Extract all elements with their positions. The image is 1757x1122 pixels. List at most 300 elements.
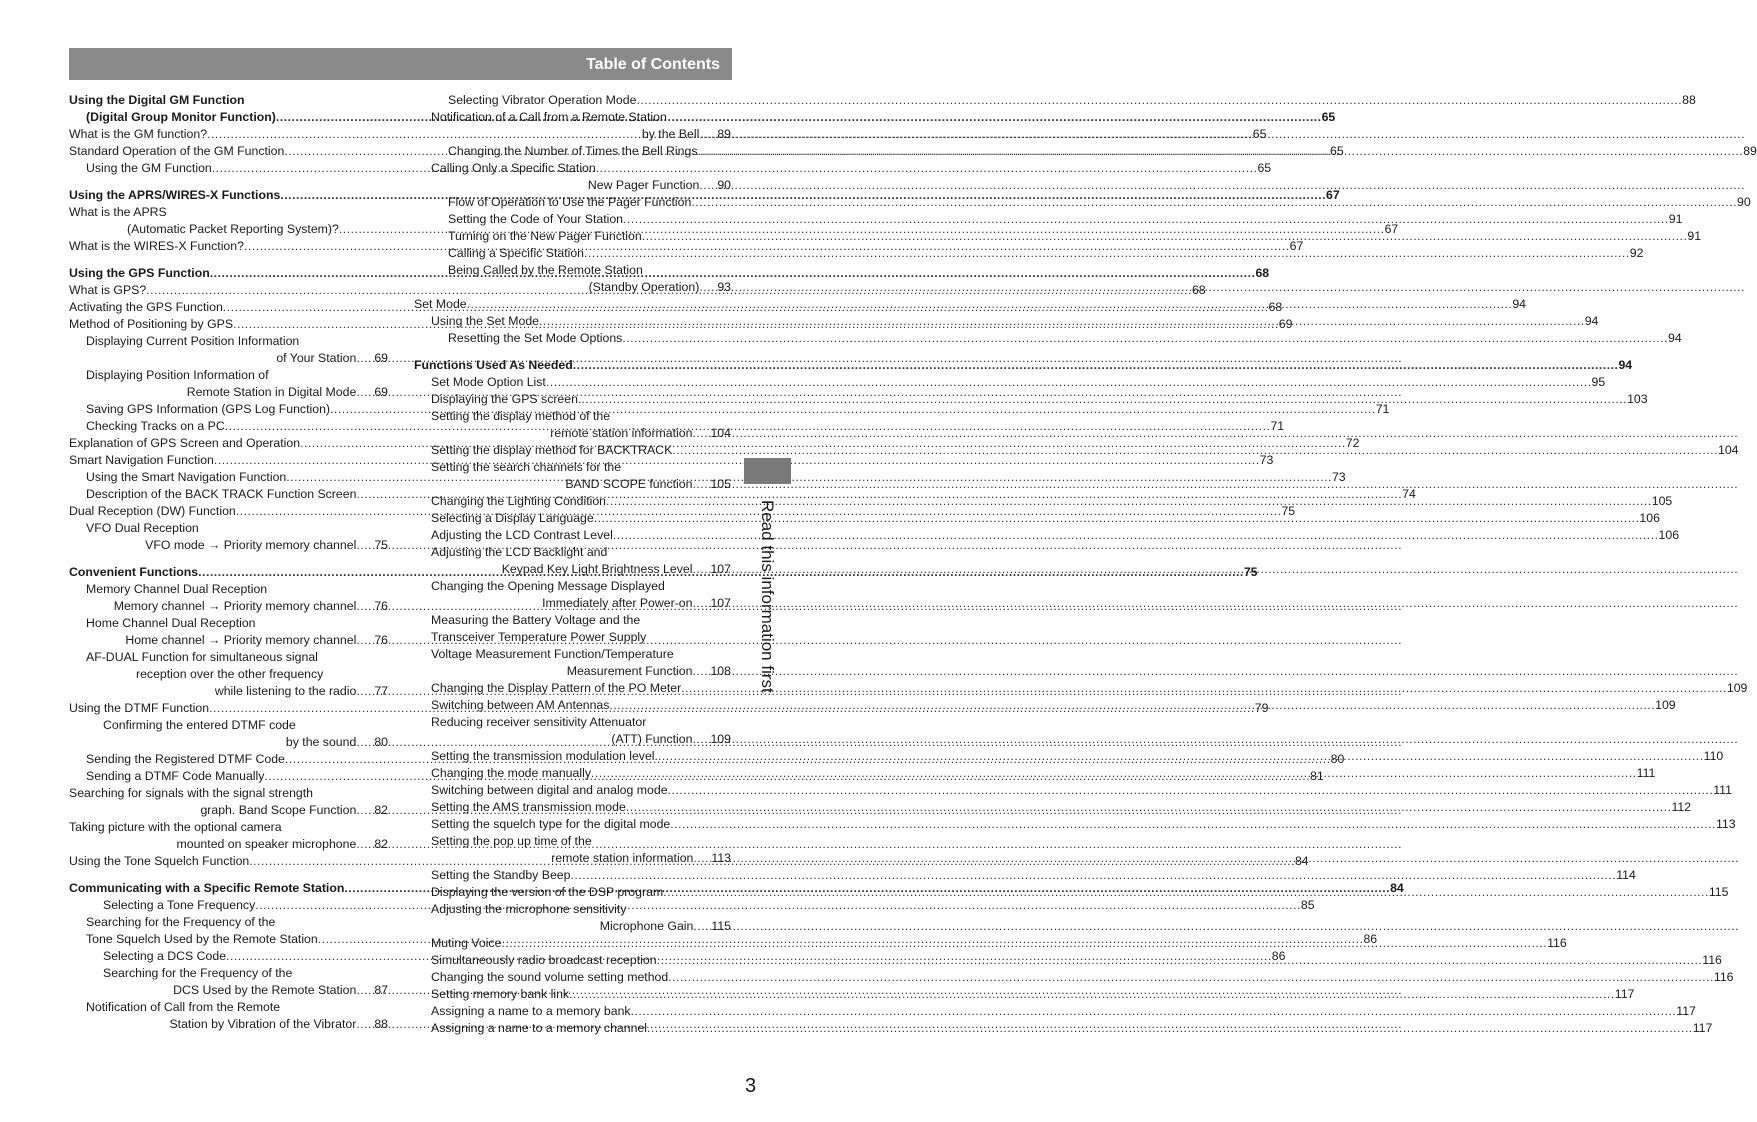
toc-entry-title: Setting the display method for BACKTRACK: [431, 443, 673, 457]
dot-leader: [692, 476, 710, 493]
toc-page-number: 79: [1254, 701, 1269, 715]
dot-leader: [539, 313, 1585, 330]
toc-page-number: 76: [374, 633, 388, 647]
toc-page-number: 116: [1702, 953, 1722, 967]
toc-heading-line[interactable]: [69, 819, 388, 836]
toc-heading-line[interactable]: [69, 649, 388, 666]
dot-leader: [501, 935, 1547, 952]
toc-heading-line[interactable]: [414, 578, 731, 595]
toc-page-number: 94: [1618, 358, 1633, 372]
dot-leader: [591, 765, 1637, 782]
toc-entry-title: Setting the display method of the: [431, 409, 611, 423]
toc-entry-title: Setting memory bank link: [431, 987, 570, 1001]
toc-page-number: 65: [1252, 127, 1267, 141]
toc-page-number: 67: [1289, 239, 1304, 253]
toc-page-number: 111: [1713, 783, 1732, 797]
toc-entry-title: remote station information: [551, 851, 694, 865]
dot-leader: [692, 663, 710, 680]
toc-heading-line[interactable]: [414, 459, 731, 476]
toc-page-number: 91: [1687, 229, 1702, 243]
toc-spacer: [69, 255, 388, 265]
toc-entry[interactable]: [414, 680, 1748, 697]
toc-entry[interactable]: [414, 969, 1734, 986]
toc-entry-title: mounted on speaker microphone: [176, 837, 357, 851]
toc-entry-title: What is the GM function?: [69, 127, 208, 141]
dot-leader: [699, 177, 717, 194]
toc-entry-title: Set Mode: [414, 297, 467, 311]
toc-entry-title: Using the DTMF Function: [69, 701, 210, 715]
toc-heading-line[interactable]: [69, 666, 388, 683]
toc-page-number: 67: [1326, 188, 1340, 202]
toc-page-number: 82: [374, 837, 388, 851]
toc-heading-line[interactable]: [414, 408, 731, 425]
toc-entry-title: Description of the BACK TRACK Function Screen: [86, 487, 357, 501]
dot-leader: [642, 228, 1688, 245]
toc-entry-title: while listening to the radio: [214, 684, 357, 698]
toc-page-number: 117: [1676, 1004, 1696, 1018]
toc-entry[interactable]: [414, 374, 1606, 391]
toc-entry[interactable]: [414, 92, 1696, 109]
toc-page-number: 111: [1636, 766, 1656, 780]
toc-spacer: [69, 554, 388, 564]
dot-leader: [657, 952, 1703, 969]
toc-entry-title: Setting the Standby Beep: [431, 868, 571, 882]
dot-leader: [212, 160, 1258, 177]
toc-page-number: 80: [374, 735, 388, 749]
toc-entry-title: What is GPS?: [69, 283, 147, 297]
toc-page-number: 117: [1692, 1021, 1713, 1035]
toc-entry-title: Keypad Key Light Brightness Level: [501, 562, 693, 576]
toc-heading-line[interactable]: [69, 965, 388, 982]
toc-entry-title: Flow of Operation to Use the Pager Function: [448, 195, 692, 209]
toc-continuation-entry[interactable]: [414, 663, 731, 680]
toc-page-number: 65: [1330, 144, 1344, 158]
toc-heading-line[interactable]: [414, 629, 731, 646]
dot-leader: [636, 92, 1682, 109]
toc-page-number: 108: [710, 664, 731, 678]
dot-leader: [570, 867, 1616, 884]
toc-entry-title: Changing the Number of Times the Bell Rings: [448, 144, 698, 158]
dot-leader: [681, 680, 1727, 697]
toc-entry-title: Memory channel → Priority memory channel: [113, 599, 357, 613]
toc-entry-title: Using the GPS Function: [69, 266, 210, 280]
toc-entry-title: Changing the Display Pattern of the PO Meter: [431, 681, 682, 695]
toc-page-number: 110: [1703, 749, 1724, 763]
toc-continuation-entry[interactable]: [414, 561, 731, 578]
dot-leader: [668, 969, 1714, 986]
toc-page-number: 84: [1390, 881, 1404, 895]
toc-continuation-entry[interactable]: [414, 918, 731, 935]
toc-entry-title: Switching between AM Antennas: [431, 698, 610, 712]
toc-entry-title: Sending the Registered DTMF Code: [86, 752, 285, 766]
toc-page-number: 109: [710, 732, 731, 746]
dot-leader: [569, 986, 1615, 1003]
toc-entry-title: by the Bell: [641, 127, 700, 141]
toc-entry-title: Changing the mode manually: [431, 766, 591, 780]
toc-continuation-entry[interactable]: [414, 731, 731, 748]
toc-page-number: 107: [710, 596, 731, 610]
dot-leader: [692, 595, 710, 612]
toc-page-number: 116: [1713, 970, 1734, 984]
toc-heading-line[interactable]: [414, 612, 731, 629]
toc-heading-line[interactable]: [69, 785, 388, 802]
toc-page-number: 103: [1627, 392, 1648, 406]
toc-entry-title: Setting the search channels for the: [431, 460, 622, 474]
toc-page-number: 113: [711, 851, 731, 865]
toc-entry-title: Measuring the Battery Voltage and the: [431, 613, 641, 627]
toc-page-number: 117: [1614, 987, 1635, 1001]
toc-entry-title: DCS Used by the Remote Station: [173, 983, 357, 997]
toc-page-number: 89: [1743, 144, 1757, 158]
toc-entry[interactable]: [414, 1003, 1696, 1020]
toc-entry[interactable]: [414, 867, 1636, 884]
toc-page-number: 106: [1639, 511, 1660, 525]
dot-leader: [647, 1020, 1693, 1037]
dot-leader: [626, 799, 1672, 816]
toc-page-number: 65: [1257, 161, 1272, 175]
toc-continuation-entry[interactable]: [414, 476, 731, 493]
toc-page-number: 91: [1668, 212, 1683, 226]
toc-entry-title: BAND SCOPE function: [565, 477, 693, 491]
toc-entry-title: Setting the transmission modulation level.: [431, 749, 658, 763]
toc-page-number: 93: [717, 280, 731, 294]
toc-entry-title: VFO mode → Priority memory channel: [145, 538, 357, 552]
toc-entry-title: Using the Smart Navigation Function: [86, 470, 287, 484]
dot-leader: [623, 211, 1669, 228]
toc-entry-title: Turning on the New Pager Function: [448, 229, 642, 243]
toc-continuation-entry[interactable]: [414, 279, 731, 296]
toc-heading-line[interactable]: [69, 333, 388, 350]
toc-entry-title: (Standby Operation): [588, 280, 700, 294]
toc-page-number: 94: [1668, 331, 1682, 345]
toc-entry[interactable]: [414, 986, 1635, 1003]
toc-continuation-entry[interactable]: [69, 598, 388, 615]
toc-continuation-entry[interactable]: [69, 632, 388, 649]
toc-entry-title: Selecting a Display Language: [431, 511, 594, 525]
toc-page-number: 75: [1243, 565, 1258, 579]
toc-page-number: 68: [1255, 266, 1270, 280]
toc-page-number: 69: [374, 385, 388, 399]
toc-continuation-entry[interactable]: [69, 734, 388, 751]
toc-heading-line[interactable]: [414, 714, 731, 731]
dot-leader: [693, 850, 711, 867]
toc-entry-title: What is the WIRES-X Function?: [69, 239, 244, 253]
toc-page-number: 76: [374, 599, 388, 613]
dot-leader: [356, 802, 374, 819]
toc-entry[interactable]: [414, 1020, 1713, 1037]
toc-entry-title: Setting the squelch type for the digital mode: [431, 817, 671, 831]
toc-entry-title: Simultaneously radio broadcast reception: [431, 953, 657, 967]
toc-entry[interactable]: [414, 527, 1680, 544]
dot-leader: [356, 683, 374, 700]
toc-entry[interactable]: [414, 391, 1648, 408]
toc-page-number: 74: [1402, 487, 1416, 501]
toc-heading-line[interactable]: [69, 717, 388, 734]
toc-page-number: 71: [1270, 419, 1285, 433]
dot-leader: [356, 598, 374, 615]
toc-heading-line[interactable]: [69, 367, 388, 384]
toc-entry-title: Activating the GPS Function: [69, 300, 223, 314]
toc-entry-title: Tone Squelch Used by the Remote Station: [86, 932, 318, 946]
toc-entry-title: Assigning a name to a memory channel: [431, 1021, 647, 1035]
dot-leader: [672, 442, 1718, 459]
toc-heading-line[interactable]: [69, 999, 388, 1016]
toc-entry-title: Microphone Gain: [599, 919, 694, 933]
toc-entry-title: Displaying the version of the DSP program: [431, 885, 664, 899]
toc-entry-title: (ATT) Function: [611, 732, 693, 746]
toc-entry[interactable]: [414, 782, 1732, 799]
toc-page-number: 113: [1715, 817, 1736, 831]
toc-entry-title: Using the Tone Squelch Function: [69, 854, 250, 868]
toc-entry-title: (Digital Group Monitor Function): [86, 110, 276, 124]
toc-entry-title: Using the GM Function: [86, 161, 212, 175]
toc-heading-line[interactable]: [414, 109, 731, 126]
toc-entry-title: Checking Tracks on a PC: [86, 419, 225, 433]
toc-entry-title: Muting Voice: [431, 936, 502, 950]
toc-page-number: 82: [374, 803, 388, 817]
dot-leader: [356, 384, 374, 401]
toc-entry-title: Selecting Vibrator Operation Mode: [448, 93, 637, 107]
toc-entry-title: What is the APRS: [69, 205, 167, 219]
toc-page-number: 69: [1278, 317, 1293, 331]
toc-entry-title: remote station information: [550, 426, 693, 440]
toc-entry-title: Set Mode Option List: [431, 375, 546, 389]
toc-entry-title: Displaying the GPS screen.: [431, 392, 582, 406]
toc-entry-title: Using the APRS/WIRES-X Functions: [69, 188, 281, 202]
dot-leader: [584, 245, 1630, 262]
toc-entry-title: (Automatic Packet Reporting System)?: [127, 222, 339, 236]
toc-entry-title: Remote Station in Digital Mode: [186, 385, 357, 399]
toc-continuation-entry[interactable]: [69, 384, 388, 401]
toc-heading-line[interactable]: [414, 262, 731, 279]
dot-leader: [663, 884, 1709, 901]
toc-entry-title: Station by Vibration of the Vibrator: [169, 1017, 357, 1031]
toc-continuation-entry[interactable]: [414, 595, 731, 612]
toc-page-number: 80: [1330, 752, 1345, 766]
toc-heading-line[interactable]: [414, 646, 731, 663]
toc-page-number: 72: [1345, 436, 1360, 450]
toc-continuation-entry[interactable]: [69, 537, 388, 554]
dot-leader: [658, 748, 1704, 765]
dot-leader: [546, 374, 1592, 391]
toc-page-number: 89: [717, 127, 731, 141]
toc-continuation-entry[interactable]: [69, 836, 388, 853]
toc-page-number: 73: [1259, 453, 1274, 467]
toc-entry-title: Smart Navigation Function: [69, 453, 214, 467]
dot-leader: [573, 357, 1619, 374]
toc-page-number: 105: [1651, 494, 1673, 508]
toc-page-number: 86: [1271, 949, 1286, 963]
toc-entry-title: Displaying Position Information of: [86, 368, 269, 382]
toc-page-number: 109: [1655, 698, 1676, 712]
toc-entry[interactable]: [414, 357, 1633, 374]
dot-leader: [467, 296, 1513, 313]
toc-entry-title: Using the Digital GM Function: [69, 93, 245, 107]
toc-page-number: 68: [1191, 283, 1206, 297]
toc-entry[interactable]: [414, 211, 1683, 228]
toc-page-number: 92: [1629, 246, 1644, 260]
toc-page-number: 109: [1726, 681, 1748, 695]
toc-entry-title: Taking picture with the optional camera: [69, 820, 282, 834]
toc-entry-title: Explanation of GPS Screen and Operation: [69, 436, 301, 450]
toc-continuation-entry[interactable]: [69, 683, 388, 700]
toc-page-number: 87: [374, 983, 388, 997]
toc-page-number: 116: [1547, 936, 1567, 950]
toc-entry-title: Reducing receiver sensitivity Attenuator: [431, 715, 647, 729]
toc-heading-line[interactable]: [414, 901, 731, 918]
toc-entry-title: Changing the sound volume setting method: [431, 970, 669, 984]
toc-entry-title: Searching for the Frequency of the: [86, 915, 276, 929]
toc-spacer: [69, 870, 388, 880]
dot-leader: [356, 350, 374, 367]
toc-page-number: 75: [374, 538, 388, 552]
toc-entry-title: Saving GPS Information (GPS Log Function): [86, 402, 331, 416]
toc-page-number: 75: [1281, 504, 1296, 518]
toc-page-number: 73: [1331, 470, 1346, 484]
toc-heading-line[interactable]: [414, 833, 731, 850]
toc-entry-title: of Your Station: [276, 351, 357, 365]
toc-entry-title: Calling Only a Specific Station: [431, 161, 596, 175]
toc-page-number: 114: [1616, 868, 1636, 882]
toc-entry-title: Voltage Measurement Function/Temperature: [431, 647, 674, 661]
toc-page-number: 69: [374, 351, 388, 365]
toc-entry-title: Changing the Opening Message Displayed: [431, 579, 665, 593]
toc-heading-line[interactable]: [69, 581, 388, 598]
toc-entry-title: Adjusting the LCD Contrast Level: [431, 528, 613, 542]
toc-page-number: 67: [1384, 222, 1399, 236]
toc-entry-title: Sending a DTMF Code Manually: [86, 769, 265, 783]
toc-entry-title: Selecting a Tone Frequency: [103, 898, 256, 912]
toc-entry-title: graph. Band Scope Function: [200, 803, 357, 817]
toc-continuation-entry[interactable]: [414, 425, 731, 442]
toc-continuation-entry[interactable]: [69, 1016, 388, 1033]
toc-page-number: 104: [1717, 443, 1739, 457]
toc-entry-title: Setting the AMS transmission mode: [431, 800, 626, 814]
toc-page-number: 86: [1363, 932, 1378, 946]
dot-leader: [594, 510, 1640, 527]
toc-page-number: 65: [1321, 110, 1336, 124]
toc-continuation-entry[interactable]: [69, 982, 388, 999]
toc-entry[interactable]: [414, 330, 1682, 347]
toc-entry-title: Measurement Function: [566, 664, 693, 678]
dot-leader: [356, 537, 374, 554]
toc-entry-title: Functions Used As Needed: [414, 358, 573, 372]
toc-continuation-entry[interactable]: [414, 850, 731, 867]
page-title: Table of Contents: [586, 56, 720, 73]
toc-heading-line[interactable]: [69, 914, 388, 931]
dot-leader: [670, 816, 1716, 833]
dot-leader: [691, 194, 1737, 211]
toc-page-number: 94: [1512, 297, 1527, 311]
side-tab-label: Read this information first: [758, 500, 777, 693]
dot-leader: [693, 918, 711, 935]
toc-entry-title: Home channel → Priority memory channel: [125, 633, 357, 647]
toc-entry-title: Communicating with a Specific Remote Station: [69, 881, 345, 895]
toc-entry[interactable]: [414, 799, 1692, 816]
dot-leader: [356, 632, 374, 649]
toc-entry-title: Searching for signals with the signal strength: [69, 786, 314, 800]
toc-page-number: 77: [374, 684, 388, 698]
toc-page-number: 115: [1708, 885, 1729, 899]
toc-continuation-entry[interactable]: [414, 177, 731, 194]
dot-leader: [356, 734, 374, 751]
toc-heading-line[interactable]: [69, 204, 388, 221]
toc-entry-title: New Pager Function: [587, 178, 700, 192]
dot-leader: [609, 697, 1655, 714]
toc-entry-title: Setting the pop up time of the: [431, 834, 592, 848]
toc-entry-title: Setting the Code of Your Station: [448, 212, 624, 226]
toc-heading-line[interactable]: [69, 615, 388, 632]
toc-spacer: [414, 347, 731, 357]
toc-entry-title: Calling a Specific Station: [448, 246, 585, 260]
toc-page-number: 84: [1294, 854, 1309, 868]
toc-page-number: 112: [1671, 800, 1692, 814]
toc-entry[interactable]: [414, 816, 1736, 833]
dot-leader: [622, 330, 1668, 347]
dot-leader: [356, 982, 374, 999]
toc-continuation-entry[interactable]: [69, 350, 388, 367]
toc-entry-title: Notification of Call from the Remote: [86, 1000, 281, 1014]
header-bar: [69, 48, 732, 80]
toc-entry-title: Selecting a DCS Code: [103, 949, 227, 963]
toc-entry-title: by the sound: [285, 735, 357, 749]
toc-entry-title: Standard Operation of the GM Function: [69, 144, 285, 158]
toc-entry-title: Assigning a name to a memory bank: [431, 1004, 631, 1018]
toc-entry-title: Using the Set Mode: [431, 314, 540, 328]
toc-entry-title: VFO Dual Reception: [86, 521, 199, 535]
toc-entry-title: Notification of a Call from a Remote Station: [431, 110, 667, 124]
toc-entry-title: Displaying Current Position Information: [86, 334, 300, 348]
toc-entry-title: Adjusting the microphone sensitivity: [431, 902, 627, 916]
toc-page-number: 68: [1268, 300, 1283, 314]
toc-continuation-entry[interactable]: [69, 802, 388, 819]
toc-entry-title: Method of Positioning by GPS: [69, 317, 234, 331]
toc-spacer: [69, 177, 388, 187]
toc-page-number: 104: [710, 426, 731, 440]
toc-page-number: 90: [717, 178, 731, 192]
toc-entry-title: Switching between digital and analog mode: [431, 783, 668, 797]
dot-leader: [697, 143, 1743, 160]
dot-leader: [699, 126, 717, 143]
toc-entry-title: Immediately after Power-on: [542, 596, 693, 610]
page-number: 3: [745, 1075, 757, 1097]
toc-page-number: 88: [1682, 93, 1696, 107]
toc-page-number: 94: [1584, 314, 1599, 328]
toc-continuation-entry[interactable]: [414, 126, 731, 143]
toc-entry-title: Being Called by the Remote Station: [448, 263, 643, 277]
toc-heading-line[interactable]: [69, 92, 388, 109]
toc-entry-title: Searching for the Frequency of the: [103, 966, 293, 980]
toc-heading-line[interactable]: [69, 520, 388, 537]
dot-leader: [631, 1003, 1677, 1020]
toc-entry-title: reception over the other frequency: [136, 667, 324, 681]
dot-leader: [692, 731, 710, 748]
toc-entry-title: Home Channel Dual Reception: [86, 616, 256, 630]
dot-leader: [356, 836, 374, 853]
dot-leader: [356, 1016, 374, 1033]
toc-entry-title: Memory Channel Dual Reception: [86, 582, 268, 596]
toc-entry-title: Dual Reception (DW) Function: [69, 504, 236, 518]
toc-page-number: 85: [1300, 898, 1315, 912]
toc-heading-line[interactable]: [414, 544, 731, 561]
dot-leader: [692, 425, 710, 442]
toc-heading-line[interactable]: [414, 160, 731, 177]
section-side-tab: [744, 458, 791, 484]
toc-entry-title: Convenient Functions: [69, 565, 199, 579]
toc-page-number: 106: [1658, 528, 1680, 542]
dot-leader: [581, 391, 1627, 408]
toc-entry-title: Confirming the entered DTMF code: [103, 718, 296, 732]
